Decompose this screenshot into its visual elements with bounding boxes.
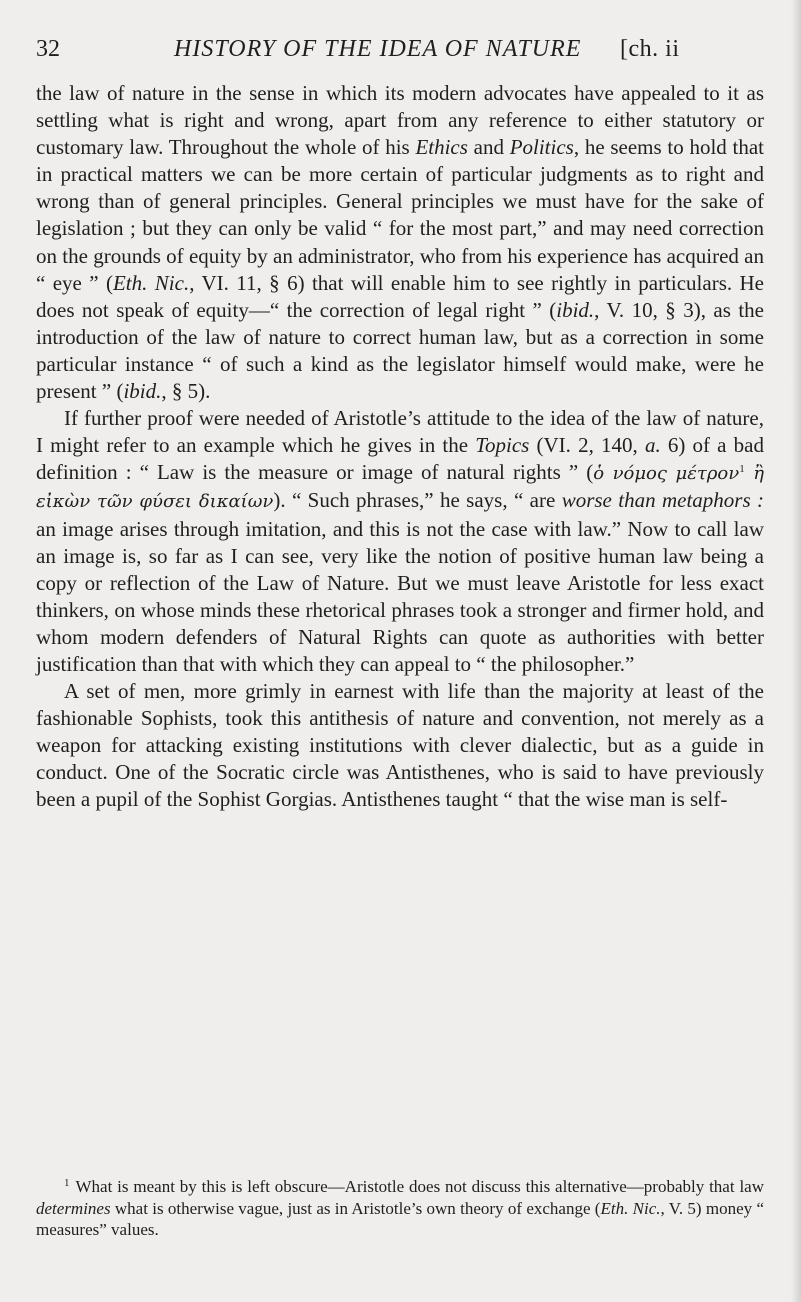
text-run: , V. 5) money “ measures” values. xyxy=(36,1198,764,1239)
italic-title: Politics xyxy=(509,135,574,160)
italic-emphasis: worse than metaphors : xyxy=(561,488,765,513)
text-run: (VI. 2, 140, xyxy=(529,433,645,458)
page-number: 32 xyxy=(36,36,60,62)
italic-citation: Eth. Nic. xyxy=(112,270,190,295)
text-run: What is meant by this is left obscure—Aristotle does not discuss this alternative—probably that law xyxy=(75,1177,764,1196)
italic-citation: ibid. xyxy=(123,379,162,404)
text-run: and xyxy=(467,135,510,160)
paragraph-1 xyxy=(36,80,764,405)
text-run: ). “ Such phrases,” he says, “ are xyxy=(273,488,562,513)
footnote-reference: 1 xyxy=(739,463,745,476)
italic-citation: Eth. Nic. xyxy=(600,1198,661,1218)
text-run: the law of nature in the sense in which its modern advocates have appealed to it as settling what is right and wrong, apart from any reference to either statutory or customary law. Throughout the whole of his xyxy=(36,81,764,160)
page-edge-shadow xyxy=(791,0,801,1302)
running-title: HISTORY OF THE IDEA OF NATURE xyxy=(174,36,582,62)
main-text xyxy=(36,80,764,814)
greek-quote: ἢ εἰκὼν τῶν φύσει δικαίων xyxy=(36,463,764,513)
text-run: , V. 10, § 3), as the introduction of the law of nature to correct human law, but as a correction in some particular instance “ of such a kind as the legislator himself would make, were he present ” ( xyxy=(36,297,764,404)
greek-quote: ὁ νόμος μέτρον xyxy=(593,463,740,485)
italic-citation: a. xyxy=(644,433,661,458)
text-run: , § 5). xyxy=(161,379,211,404)
italic-citation: ibid. xyxy=(556,297,595,322)
italic-emphasis: determines xyxy=(36,1198,111,1218)
footnote-text xyxy=(36,1176,764,1241)
text-run: If further proof were needed of Aristotle’s attitude to the idea of the law of nature, I might refer to an example which he gives in the xyxy=(36,406,764,458)
text-run: , he seems to hold that in practical matters we can be more certain of particular judgments as to right and wrong than of general principles. General principles we must have for the sake of legislation ; but they can only be valid “ for the most part,” and may need correction on the grounds of equity by an administrator, who from his experience has acquired an “ eye ” ( xyxy=(36,135,764,295)
paragraph-2 xyxy=(36,405,764,678)
text-run: what is otherwise vague, just as in Aristotle’s own theory of exchange ( xyxy=(110,1198,601,1218)
italic-title: Topics xyxy=(475,433,530,458)
running-header xyxy=(36,34,766,64)
text-run: an image arises through imitation, and this is not the case with law.” Now to call law an image is, so far as I can see, very like the notion of positive human law being a copy or reflection of the Law of Nature. But we must leave Aristotle for less exact thinkers, on whose minds these rhetorical phrases took a stronger and firmer hold, and whom modern defenders of Natural Rights can quote as authorities with better justification than that with which they can appeal to “ the philosopher.” xyxy=(36,516,764,676)
text-run: , VI. 11, § 6) that will enable him to see rightly in particulars. He does not speak of equity—“ the correction of legal right ” ( xyxy=(36,270,765,322)
chapter-marker: [ch. ii xyxy=(620,36,680,62)
footnote-mark: 1 xyxy=(64,1177,70,1189)
paragraph-3: A set of men, more grimly in earnest with life than the majority at least of the fashionable Sophists, took this antithesis of nature and convention, not merely as a weapon for attacking existing institutions with clever dialectic, but as a guide in conduct. One of the Socratic circle was Antisthenes, who is said to have previously been a pupil of the Sophist Gorgias. Antisthenes taught “ that the wise man is self- xyxy=(36,679,764,812)
text-run: 6) of a bad definition : “ Law is the measure or image of natural rights ” ( xyxy=(36,433,764,485)
italic-title: Ethics xyxy=(415,135,468,160)
footnote xyxy=(36,1176,764,1241)
